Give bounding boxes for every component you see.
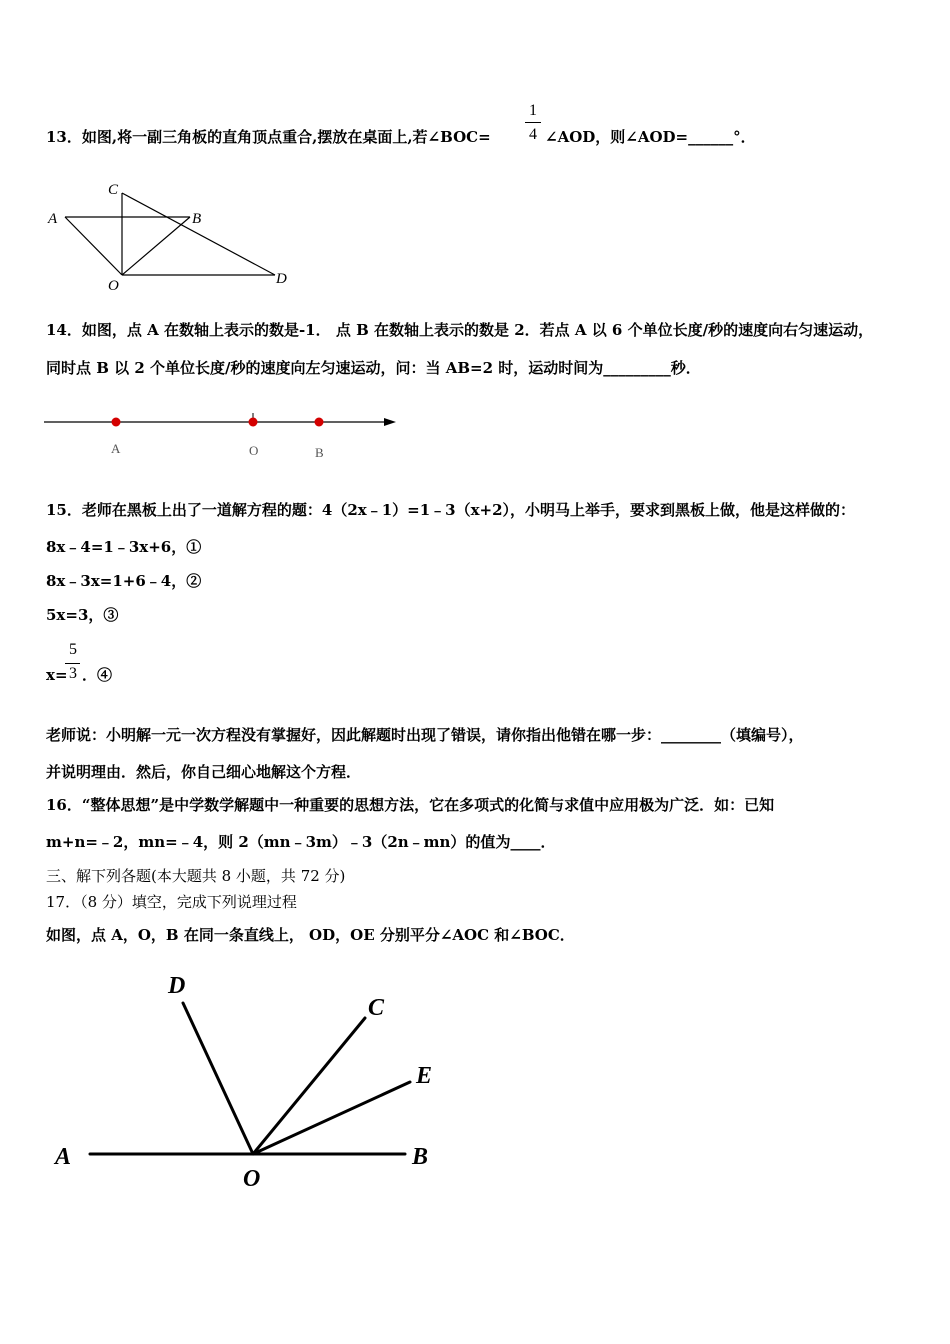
q17-label-C: C (368, 995, 385, 1021)
q14-point-A (112, 418, 121, 427)
q15-step2: 8x﹣3x=1+6﹣4，② (46, 572, 202, 590)
q17-label-O: O (243, 1166, 261, 1192)
q13-frac-bar (525, 122, 541, 123)
q15-line1: 15．老师在黑板上出了一道解方程的题：4（2x﹣1）=1﹣3（x+2），小明马上举手，要求到黑板上做，他是这样做的： (46, 501, 856, 519)
q17-line2: 如图，点 A，O，B 在同一条直线上， OD，OE 分别平分∠AOC 和∠BOC． (46, 926, 575, 944)
q13-label-B: B (192, 211, 202, 227)
q16-line2: m+n=﹣2，mn=﹣4，则 2（mn﹣3m）﹣3（2n﹣mn）的值为____． (46, 833, 556, 851)
q13-label-D: D (276, 271, 287, 287)
q14-label-B: B (315, 445, 324, 460)
q15-teacher2: 并说明理由．然后，你自己细心地解这个方程． (46, 763, 362, 781)
q14-line1: 14．如图，点 A 在数轴上表示的数是-1． 点 B 在数轴上表示的数是 2．若点 A 以 6 个单位长度/秒的速度向右匀速运动， (46, 321, 874, 339)
section3-heading: 三、解下列各题(本大题共 8 小题，共 72 分) (46, 867, 346, 885)
q14-point-B (315, 418, 324, 427)
q13-text (46, 127, 491, 147)
q13-frac-den: 4 (529, 126, 537, 143)
q14-number-line (44, 410, 404, 460)
q15-step4-post: ．④ (82, 666, 113, 684)
q16-line1: 16．“整体思想”是中学数学解题中一种重要的思想方法，它在多项式的化简与求值中应用极为广泛．如：已知 (46, 796, 775, 814)
q15-step4-pre: x= (46, 666, 68, 684)
q17-line1: 17．（8 分）填空，完成下列说理过程 (46, 893, 297, 911)
q13-label-A: A (48, 211, 58, 227)
q15-step1: 8x﹣4=1﹣3x+6，① (46, 538, 202, 556)
q15-teacher1: 老师说：小明解一元一次方程没有掌握好，因此解题时出现了错误，请你指出他错在哪一步：________（填编号）， (46, 726, 804, 744)
q15-step4-bar (65, 663, 80, 664)
q13-label-O: O (108, 278, 119, 294)
q15-step4-den: 3 (69, 665, 77, 682)
q14-label-O: O (249, 443, 259, 458)
q13-text-pre: 13．如图,将一副三角板的直角顶点重合,摆放在桌面上,若∠BOC= (46, 128, 491, 146)
q13-text-post: ∠AOD，则∠AOD=______°． (545, 128, 756, 146)
q14-line2: 同时点 B 以 2 个单位长度/秒的速度向左匀速运动，问：当 AB=2 时，运动时间为_________秒． (46, 359, 701, 377)
q15-step4-num: 5 (69, 641, 77, 658)
q17-label-A: A (55, 1144, 72, 1170)
q13-frac-num: 1 (529, 102, 537, 119)
q13-figure (40, 175, 300, 295)
q14-label-A: A (111, 441, 121, 456)
q17-label-E: E (416, 1063, 433, 1089)
q17-label-D: D (168, 973, 186, 999)
q15-step3: 5x=3，③ (46, 606, 119, 624)
q14-point-O (249, 418, 258, 427)
q13-label-C: C (108, 182, 119, 198)
q17-label-B: B (412, 1144, 429, 1170)
q17-figure (50, 968, 470, 1198)
